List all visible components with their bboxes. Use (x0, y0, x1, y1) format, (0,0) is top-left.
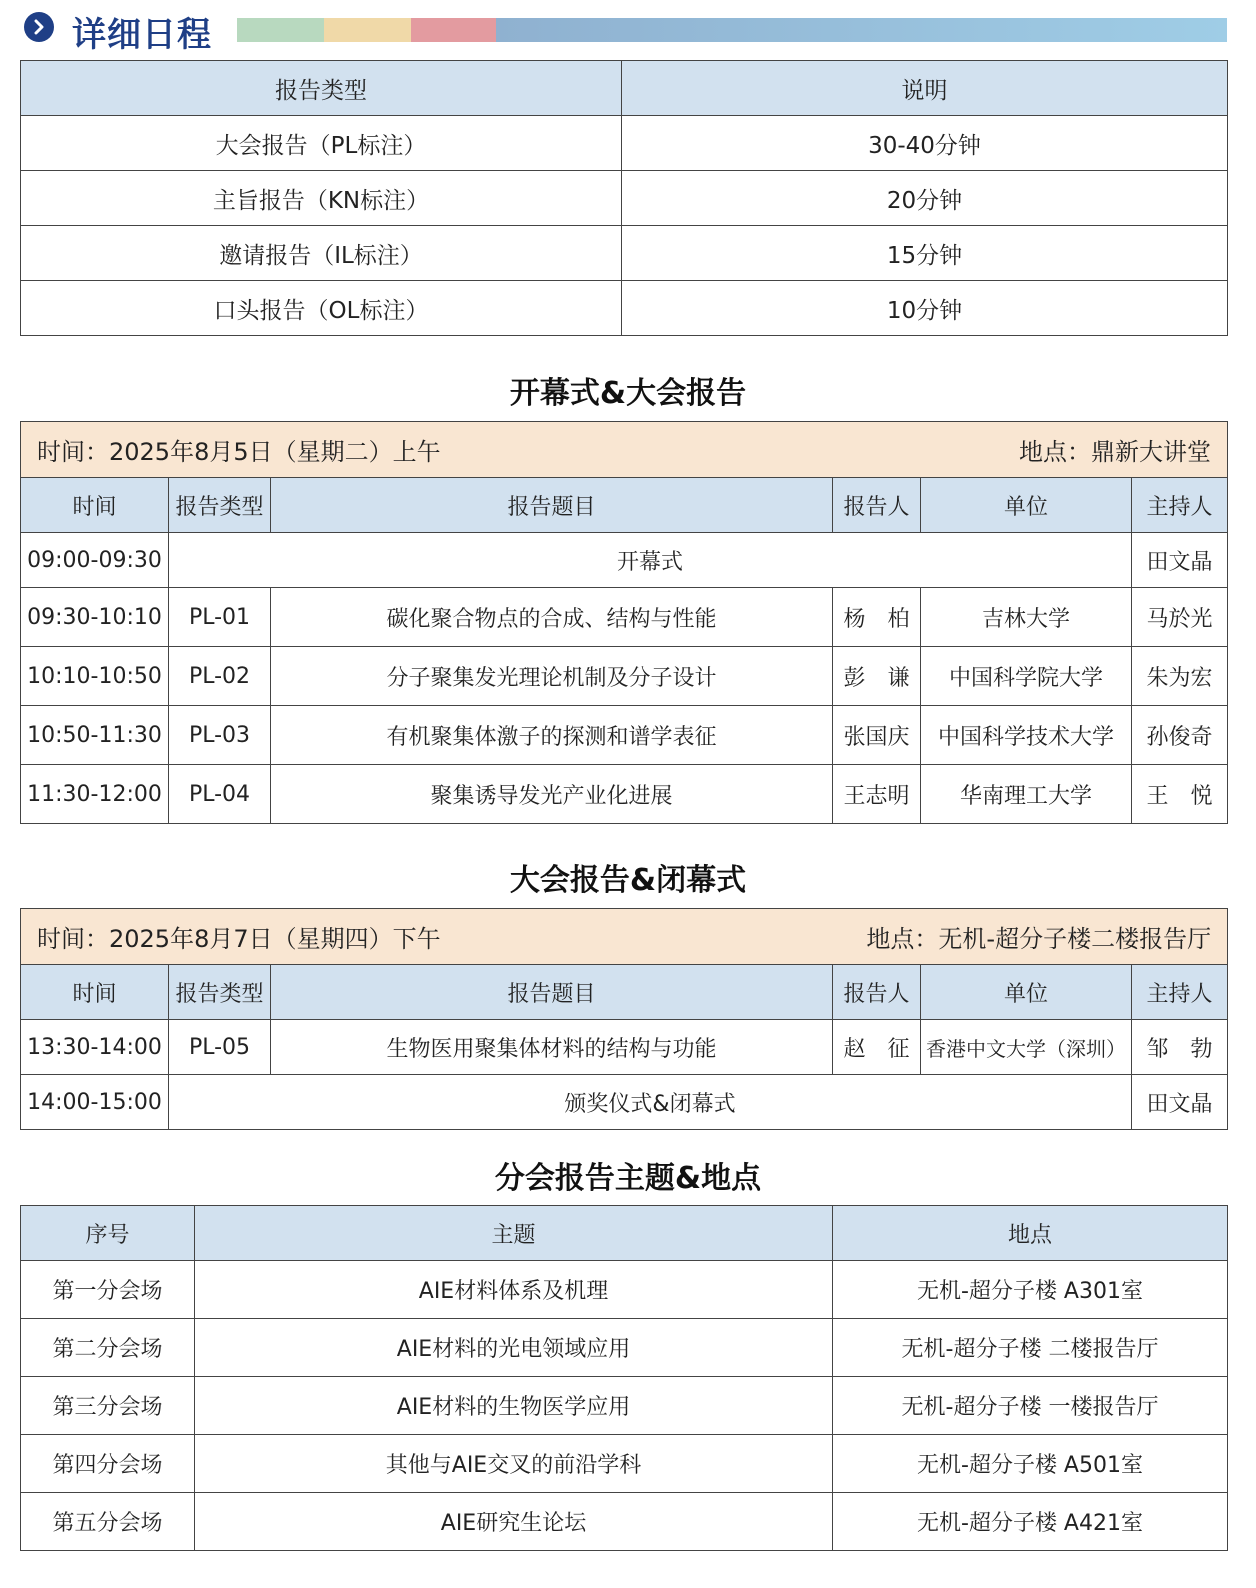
header-report-title: 报告题目 (271, 478, 833, 533)
page-header (20, 8, 1227, 55)
time-cell: 13:30-14:00 (21, 1020, 169, 1075)
table-row (21, 226, 1228, 281)
header-report-type: 报告类型 (169, 478, 271, 533)
table-row (21, 171, 1228, 226)
table-header-row (21, 1206, 1228, 1261)
host-cell: 田文晶 (1132, 1075, 1228, 1130)
session-index-cell: 第五分会场 (21, 1493, 195, 1551)
header-time: 时间 (21, 478, 169, 533)
code-cell: PL-04 (169, 765, 271, 824)
header-speaker: 报告人 (833, 965, 921, 1020)
time-cell: 10:50-11:30 (21, 706, 169, 765)
report-type-cell: 主旨报告（KN标注） (21, 171, 622, 226)
table-row-ceremony (21, 1075, 1228, 1130)
header-report-type: 报告类型 (21, 61, 622, 116)
host-cell: 朱为宏 (1132, 647, 1228, 706)
header-report-title: 报告题目 (271, 965, 833, 1020)
header-affiliation: 单位 (921, 965, 1132, 1020)
info-row (21, 422, 1228, 478)
report-type-cell: 口头报告（OL标注） (21, 281, 622, 336)
table-row (21, 1377, 1228, 1435)
title-cell: 碳化聚合物点的合成、结构与性能 (271, 588, 833, 647)
location-info: 地点：鼎新大讲堂 (1019, 438, 1212, 466)
table-row (21, 1261, 1228, 1319)
report-type-cell: 邀请报告（IL标注） (21, 226, 622, 281)
session-index-cell: 第四分会场 (21, 1435, 195, 1493)
table-row (21, 706, 1228, 765)
host-cell: 王 悦 (1132, 765, 1228, 824)
decor-bar-red (411, 18, 496, 42)
title-cell: 生物医用聚集体材料的结构与功能 (271, 1020, 833, 1075)
decor-bar-green (237, 18, 324, 42)
header-affiliation: 单位 (921, 478, 1132, 533)
time-info: 时间：2025年8月5日（星期二）上午 (37, 438, 441, 466)
duration-cell: 30-40分钟 (622, 116, 1228, 171)
session-location-cell: 无机-超分子楼 A421室 (833, 1493, 1228, 1551)
section-title-sessions: 分会报告主题&地点 (494, 1161, 762, 1196)
speaker-cell: 杨 柏 (833, 588, 921, 647)
time-cell: 14:00-15:00 (21, 1075, 169, 1130)
table-row (21, 1319, 1228, 1377)
table-row (21, 647, 1228, 706)
table-row (21, 765, 1228, 824)
header-description: 说明 (622, 61, 1228, 116)
session-index-cell: 第三分会场 (21, 1377, 195, 1435)
table-row (21, 281, 1228, 336)
time-cell: 09:30-10:10 (21, 588, 169, 647)
header-time: 时间 (21, 965, 169, 1020)
duration-cell: 20分钟 (622, 171, 1228, 226)
session-location-cell: 无机-超分子楼 A501室 (833, 1435, 1228, 1493)
session-topic-cell: AIE材料的生物医学应用 (195, 1377, 833, 1435)
affiliation-cell: 吉林大学 (921, 588, 1132, 647)
session-location-cell: 无机-超分子楼 A301室 (833, 1261, 1228, 1319)
duration-cell: 15分钟 (622, 226, 1228, 281)
session-topic-cell: AIE研究生论坛 (195, 1493, 833, 1551)
chevron-right-icon (24, 12, 54, 42)
header-location: 地点 (833, 1206, 1228, 1261)
table-header-row (21, 61, 1228, 116)
affiliation-cell: 中国科学院大学 (921, 647, 1132, 706)
time-cell: 09:00-09:30 (21, 533, 169, 588)
affiliation-cell: 香港中文大学（深圳） (921, 1020, 1132, 1075)
code-cell: PL-05 (169, 1020, 271, 1075)
header-topic: 主题 (195, 1206, 833, 1261)
report-type-cell: 大会报告（PL标注） (21, 116, 622, 171)
duration-cell: 10分钟 (622, 281, 1228, 336)
header-index: 序号 (21, 1206, 195, 1261)
table-row (21, 1435, 1228, 1493)
title-cell: 聚集诱导发光产业化进展 (271, 765, 833, 824)
speaker-cell: 彭 谦 (833, 647, 921, 706)
time-cell: 11:30-12:00 (21, 765, 169, 824)
host-cell: 邹 勃 (1132, 1020, 1228, 1075)
info-row (21, 909, 1228, 965)
table-row (21, 1493, 1228, 1551)
header-host: 主持人 (1132, 965, 1228, 1020)
opening-schedule-table (20, 421, 1228, 824)
host-cell: 马於光 (1132, 588, 1228, 647)
speaker-cell: 赵 征 (833, 1020, 921, 1075)
table-header-row (21, 965, 1228, 1020)
session-location-cell: 无机-超分子楼 一楼报告厅 (833, 1377, 1228, 1435)
code-cell: PL-03 (169, 706, 271, 765)
table-row-ceremony (21, 533, 1228, 588)
session-index-cell: 第二分会场 (21, 1319, 195, 1377)
section-title-opening: 开幕式&大会报告 (509, 376, 747, 411)
title-cell: 有机聚集体激子的探测和谱学表征 (271, 706, 833, 765)
table-row (21, 116, 1228, 171)
title-cell: 分子聚集发光理论机制及分子设计 (271, 647, 833, 706)
host-cell: 孙俊奇 (1132, 706, 1228, 765)
ceremony-title-cell: 开幕式 (169, 533, 1132, 588)
session-location-cell: 无机-超分子楼 二楼报告厅 (833, 1319, 1228, 1377)
report-types-table (20, 60, 1228, 336)
time-info: 时间：2025年8月7日（星期四）下午 (37, 925, 441, 953)
code-cell: PL-02 (169, 647, 271, 706)
affiliation-cell: 中国科学技术大学 (921, 706, 1132, 765)
header-host: 主持人 (1132, 478, 1228, 533)
session-topic-cell: 其他与AIE交叉的前沿学科 (195, 1435, 833, 1493)
time-cell: 10:10-10:50 (21, 647, 169, 706)
ceremony-title-cell: 颁奖仪式&闭幕式 (169, 1075, 1132, 1130)
section-title-closing: 大会报告&闭幕式 (509, 863, 747, 898)
speaker-cell: 张国庆 (833, 706, 921, 765)
session-topic-cell: AIE材料的光电领域应用 (195, 1319, 833, 1377)
session-index-cell: 第一分会场 (21, 1261, 195, 1319)
decor-bar-blue (496, 18, 1227, 42)
host-cell: 田文晶 (1132, 533, 1228, 588)
closing-schedule-table (20, 908, 1228, 1130)
table-header-row (21, 478, 1228, 533)
code-cell: PL-01 (169, 588, 271, 647)
sessions-table (20, 1205, 1228, 1551)
affiliation-cell: 华南理工大学 (921, 765, 1132, 824)
table-row (21, 1020, 1228, 1075)
speaker-cell: 王志明 (833, 765, 921, 824)
location-info: 地点：无机-超分子楼二楼报告厅 (866, 925, 1212, 953)
header-report-type: 报告类型 (169, 965, 271, 1020)
table-row (21, 588, 1228, 647)
decor-bar-yellow (324, 18, 411, 42)
page-title: 详细日程 (72, 15, 212, 55)
session-topic-cell: AIE材料体系及机理 (195, 1261, 833, 1319)
header-speaker: 报告人 (833, 478, 921, 533)
